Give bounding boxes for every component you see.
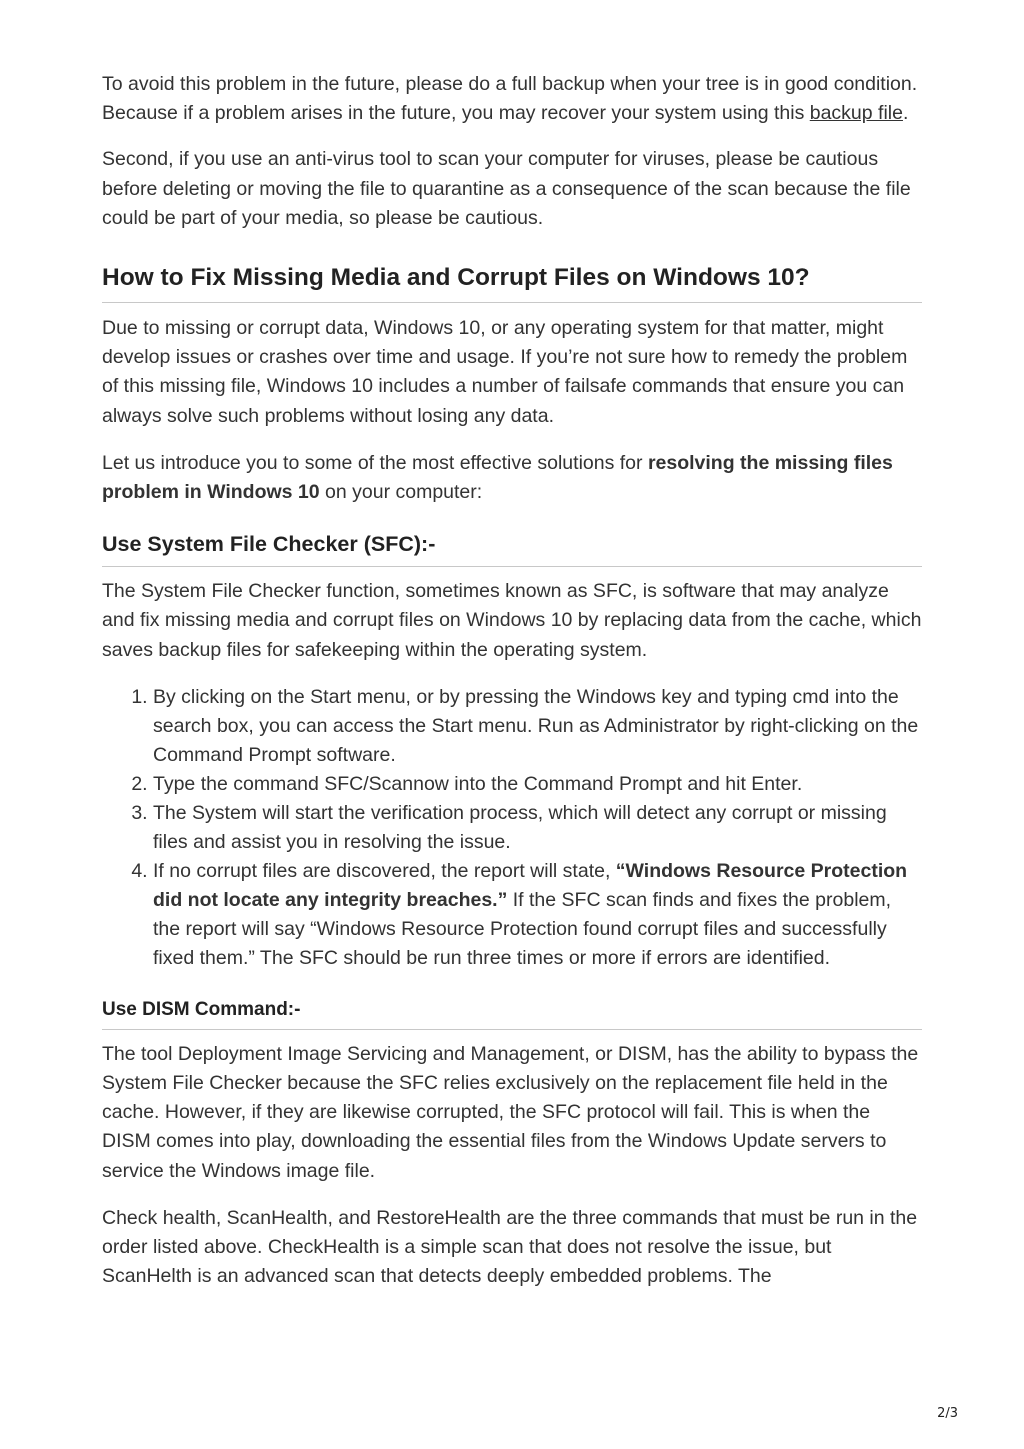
step-4-bold: “Windows Resource Protection did not locate any integrity breaches.” [153, 859, 908, 911]
step-4-text: If no corrupt files are discovered, the report will state, [153, 859, 616, 882]
intro-paragraph-backup [102, 70, 922, 128]
dism-section-heading: Use DISM Command:- [102, 997, 922, 1030]
sfc-section-heading: Use System File Checker (SFC):- [102, 530, 922, 567]
dism-section-paragraph-1: The tool Deployment Image Servicing and Management, or DISM, has the ability to bypass the System File Checker because the SFC relies exclusively on the replacement file held in the cache. However, if they are likewise corrupted, the SFC protocol will fail. This is when the DISM comes into play, downloading the essential files from the Windows Update servers to service the Windows image file. [102, 1042, 919, 1182]
document-page [102, 70, 922, 1291]
list-item: 3. The System will start the verification process, which will detect any corrupt or missing files and assist you in resolving the issue. [153, 799, 922, 857]
dism-section-paragraph-2: Check health, ScanHealth, and RestoreHealth are the three commands that must be run in the order listed above. CheckHealth is a simple scan that does not resolve the issue, but ScanHelth is an advanced scan that detects deeply embedded problems. The [102, 1206, 918, 1288]
intro-paragraph-antivirus: Second, if you use an anti-virus tool to scan your computer for viruses, please be cautious before deleting or moving the file to quarantine as a consequence of the scan because the file could be part of your media, so please be cautious. [102, 148, 911, 229]
backup-file-link[interactable]: backup file [809, 102, 903, 125]
list-item [153, 857, 922, 973]
intro-p1-text: To avoid this problem in the future, please do a full backup when your tree is in good condition. Because if a problem arises in the future, you may recover your system using this [102, 73, 918, 125]
intro-p1-period: . [902, 102, 909, 125]
sfc-section-paragraph: The System File Checker function, sometimes known as SFC, is software that may analyze and fix missing media and corrupt files on Windows 10 by replacing data from the cache, which saves backup files for safekeeping within the operating system. [102, 580, 922, 661]
main-p2-text: Let us introduce you to some of the most effective solutions for [102, 451, 648, 474]
list-item: 2. Type the command SFC/Scannow into the Command Prompt and hit Enter. [153, 770, 922, 799]
main-section-paragraph-2 [102, 449, 922, 507]
main-section-heading: How to Fix Missing Media and Corrupt Files on Windows 10? [102, 263, 922, 303]
main-p2-bold: resolving the missing files problem in Windows 10 [102, 451, 893, 504]
page-number: 2/3 [937, 1406, 958, 1421]
sfc-steps-list [102, 683, 922, 973]
main-section-paragraph-1: Due to missing or corrupt data, Windows 10, or any operating system for that matter, might develop issues or crashes over time and usage. If you’re not sure how to remedy the problem of this missing file, Windows 10 includes a number of failsafe commands that ensure you can always solve such problems without losing any data. [102, 317, 908, 427]
list-item: 1. By clicking on the Start menu, or by pressing the Windows key and typing cmd into the search box, you can access the Start menu. Run as Administrator by right-clicking on the Command Prompt software. [153, 683, 922, 770]
main-p2-tail: on your computer: [319, 481, 483, 504]
step-4-tail: If the SFC scan finds and fixes the problem, the report will say “Windows Resource Protection found corrupt files and successfully fixed them.” The SFC should be run three times or more if errors are identified. [153, 888, 892, 969]
